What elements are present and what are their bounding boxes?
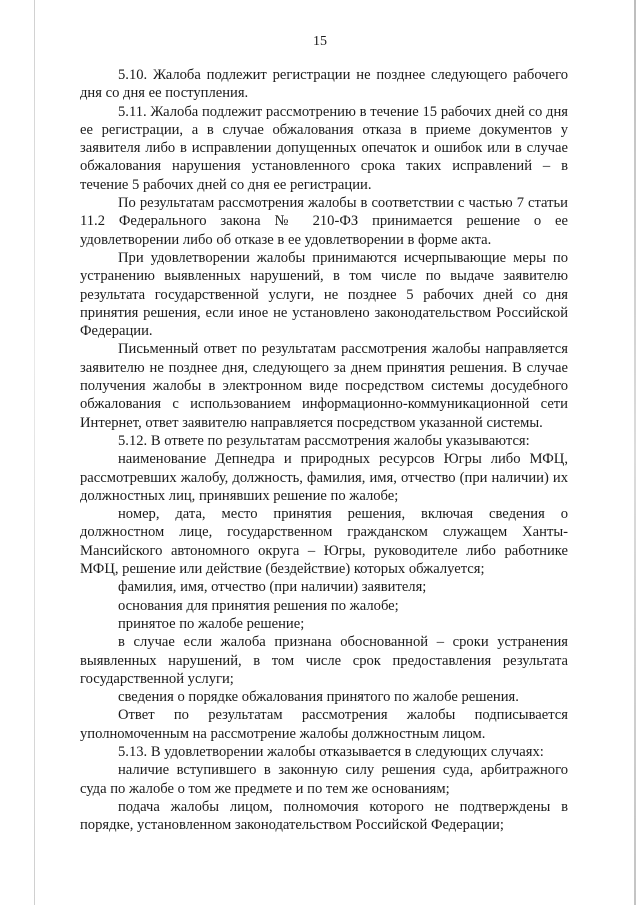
paragraph-signature: Ответ по результатам рассмотрения жалобы подписывается уполномоченным на рассмотрение жалобы должностным лицом. bbox=[80, 707, 568, 742]
paragraph-written-answer: Письменный ответ по результатам рассмотрения жалобы направляется заявителю не позднее дня, следующего за днем принятия решения. В случае получения жалобы в электронном виде посредством системы досудебного обжалования с использованием информационно-коммуникационной сети Интернет, ответ заявителю направляется посредством указанной системы. bbox=[80, 341, 568, 431]
list-item-decision: принятое по жалобе решение; bbox=[118, 615, 305, 632]
list-item-court-decision: наличие вступившего в законную силу решения суда, арбитражного суда по жалобе о том же предмете и по тем же основаниям; bbox=[80, 762, 568, 797]
list-item-grounds: основания для принятия решения по жалобе; bbox=[118, 597, 399, 614]
list-item-applicant-name: фамилия, имя, отчество (при наличии) заявителя; bbox=[118, 579, 427, 596]
paragraph-5-11: 5.11. Жалоба подлежит рассмотрению в течение 15 рабочих дней со дня ее регистрации, а в случае обжалования отказа в приеме документов у заявителя либо в исправлении допущенных опечаток и ошибок или в случае обжалования нарушения установленного срока таких исправлений – в течение 5 рабочих дней со дня ее регистрации. bbox=[80, 103, 568, 193]
document-body bbox=[80, 66, 568, 834]
scan-edge-left bbox=[34, 0, 35, 905]
scan-edge-right bbox=[634, 0, 636, 905]
page-number: 15 bbox=[313, 34, 327, 49]
list-item-decision-details: номер, дата, место принятия решения, включая сведения о должностном лице, государственном гражданском служащем Ханты-Мансийского автономного округа – Югры, руководителе либо работнике МФЦ, решение или действие (бездействие) которых обжалуется; bbox=[80, 506, 568, 578]
list-item-body-name: наименование Депнедра и природных ресурсов Югры либо МФЦ, рассмотревших жалобу, должность, фамилия, имя, отчество (при наличии) их должностных лиц, принявших решение по жалобе; bbox=[80, 451, 568, 504]
paragraph-decision: По результатам рассмотрения жалобы в соответствии с частью 7 статьи 11.2 Федерального закона № 210-ФЗ принимается решение о ее удовлетворении либо об отказе в ее удовлетворении в форме акта. bbox=[80, 195, 568, 248]
paragraph-5-13: 5.13. В удовлетворении жалобы отказывается в следующих случаях: bbox=[118, 743, 544, 760]
list-item-appeal-procedure: сведения о порядке обжалования принятого по жалобе решения. bbox=[118, 689, 519, 706]
list-item-unconfirmed-authority: подача жалобы лицом, полномочия которого не подтверждены в порядке, установленном законодательством Российской Федерации; bbox=[80, 798, 568, 834]
list-item-remedy-terms: в случае если жалоба признана обоснованной – сроки устранения выявленных нарушений, в том числе срок предоставления результата государственной услуги; bbox=[80, 634, 568, 687]
paragraph-5-12: 5.12. В ответе по результатам рассмотрения жалобы указываются: bbox=[118, 432, 530, 449]
paragraph-5-10: 5.10. Жалоба подлежит регистрации не позднее следующего рабочего дня со дня ее поступления. bbox=[80, 67, 568, 102]
paragraph-satisfaction-measures: При удовлетворении жалобы принимаются исчерпывающие меры по устранению выявленных нарушений, в том числе по выдаче заявителю результата государственной услуги, не позднее 5 рабочих дней со дня принятия решения, если иное не установлено законодательством Российской Федерации. bbox=[80, 249, 568, 340]
